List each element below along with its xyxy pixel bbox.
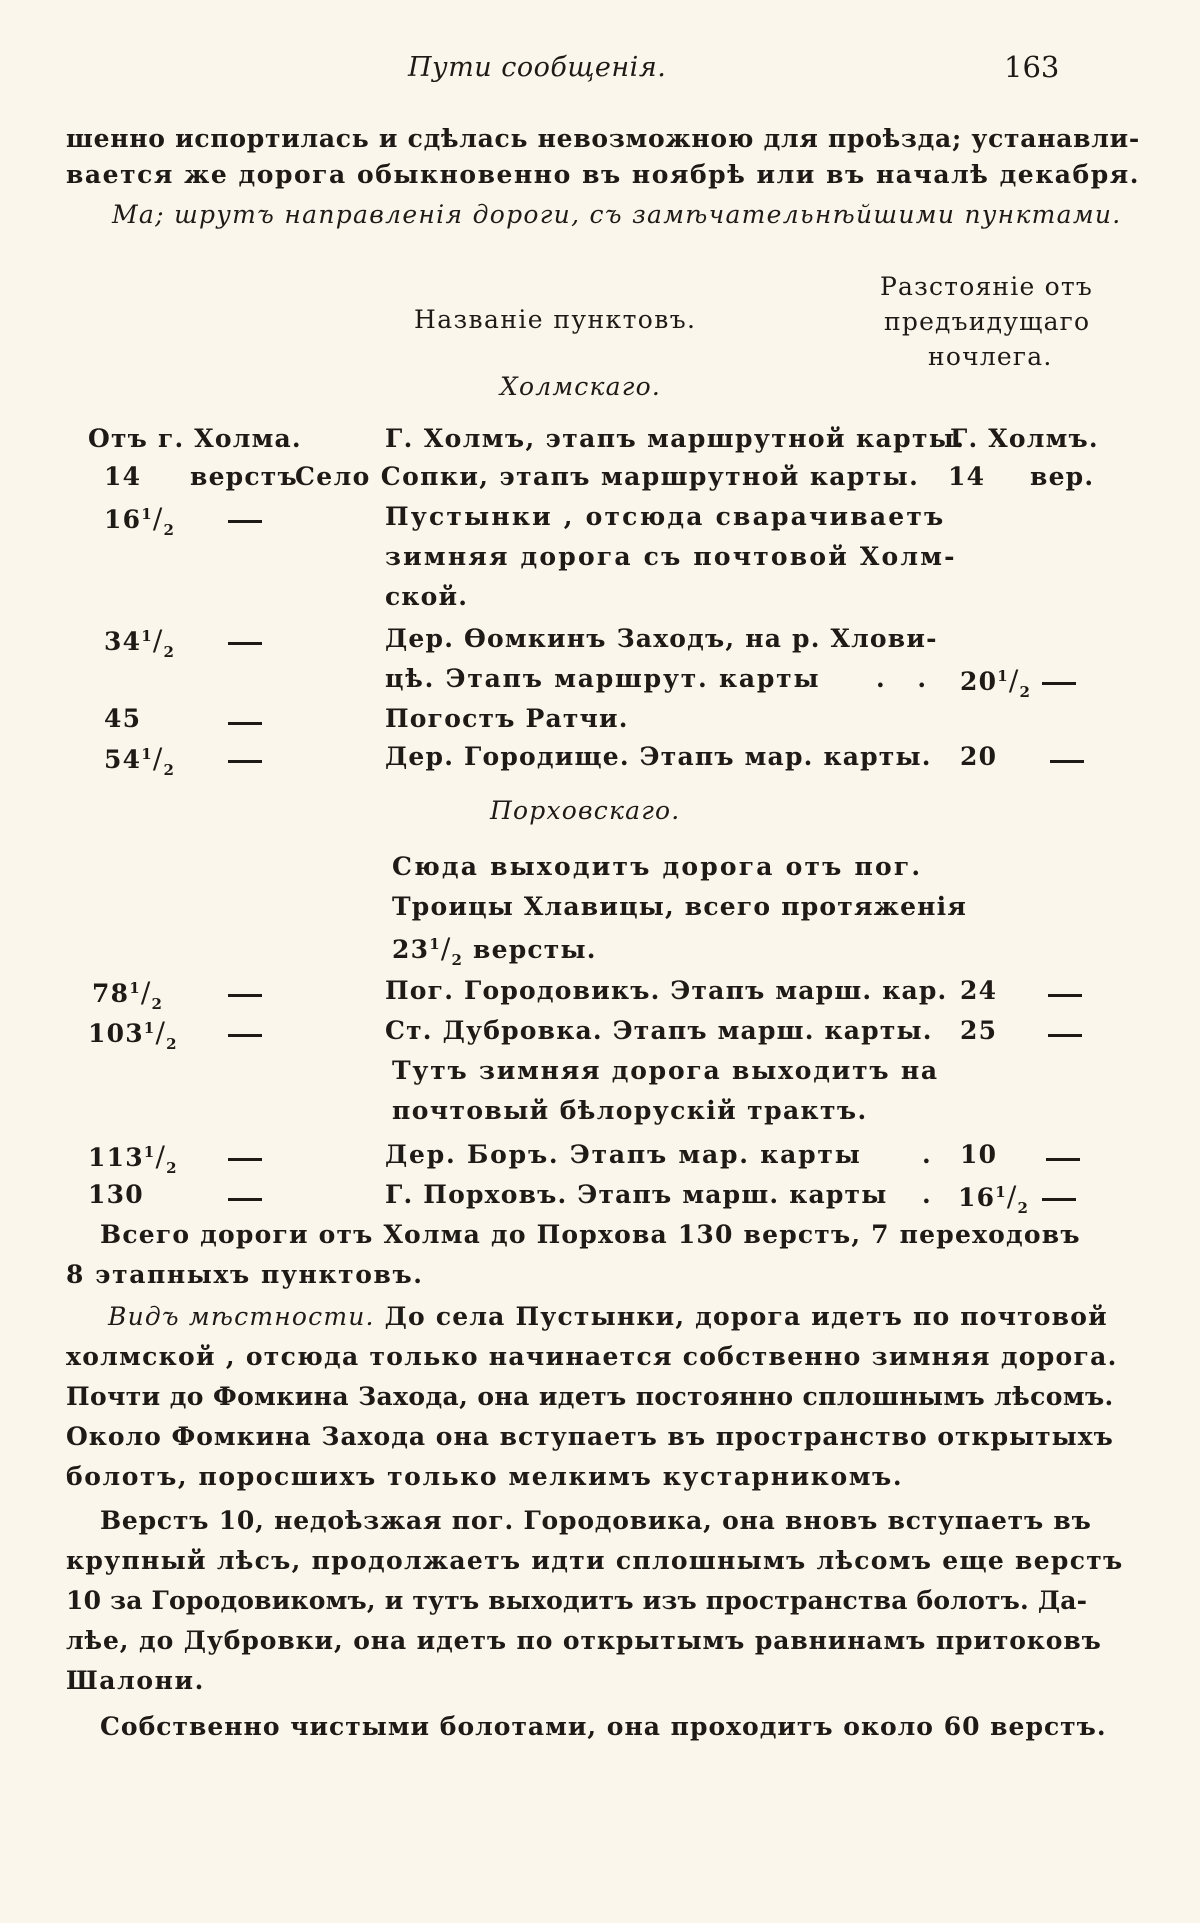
row-1-left-unit: верстъ (190, 462, 298, 491)
row-6-note-num: 1 (429, 935, 441, 953)
row-1-right-num: 14 (948, 462, 986, 491)
row-10-dist-den: 2 (1017, 1199, 1030, 1217)
row-3-distance (104, 624, 175, 661)
row-9-name-1: Дер. Боръ. Этапъ мар. карты (385, 1140, 862, 1169)
row-3-dist-num: 1 (997, 667, 1009, 685)
terrain-p2-line-3: 10 за Городовикомъ, и тутъ выходитъ изъ пространства болотъ. Да- (66, 1586, 1088, 1615)
row-3-name-2: цѣ. Этапъ маршрут. карты (385, 664, 821, 693)
terrain-line-1-rest: До села Пустынки, дорога идетъ по почтовой (384, 1302, 1108, 1331)
row-2-num: 1 (141, 505, 153, 523)
row-5-whole: 54 (104, 745, 142, 774)
ditto-dash (228, 1034, 262, 1037)
row-9-den: 2 (166, 1159, 178, 1177)
terrain-p3: Собственно чистыми болотами, она проходитъ около 60 верстъ. (100, 1712, 1107, 1741)
row-7-dist: 24 (960, 976, 998, 1005)
row-3-dist (960, 664, 1031, 701)
terrain-p1-line-3: Почти до Фомкина Захода, она идетъ постоянно сплошнымъ лѣсомъ. (66, 1382, 1114, 1411)
row-2-name-2: зимняя дорога съ почтовой Холм- (385, 542, 957, 571)
row-2-name-1: Пустынки , отсюда сварачиваетъ (385, 502, 946, 531)
summary-line-2: 8 этапныхъ пунктовъ. (66, 1260, 424, 1289)
row-3-name-1: Дер. Өомкинъ Заходъ, на р. Хлови- (385, 624, 938, 653)
row-0-left: Отъ г. Холма. (88, 424, 302, 453)
fraction-slash: / (1008, 664, 1020, 697)
terrain-p2-line-5: Шалони. (66, 1666, 205, 1695)
ditto-dash (1046, 1158, 1080, 1161)
row-8-num: 1 (143, 1019, 156, 1037)
row-10-dots: . (922, 1180, 932, 1209)
row-8-den: 2 (166, 1035, 178, 1053)
row-2-distance (104, 502, 175, 539)
fraction-slash: / (440, 932, 452, 965)
row-7-den: 2 (151, 995, 164, 1013)
row-3-whole: 34 (104, 627, 142, 656)
col-name-header: Названіе пунктовъ. (414, 305, 697, 334)
row-7-num: 1 (129, 979, 141, 997)
ditto-dash (228, 994, 262, 997)
row-4-name-1: Погостъ Ратчи. (385, 704, 629, 733)
ditto-dash (228, 1158, 262, 1161)
row-9-num: 1 (143, 1143, 156, 1161)
row-10-name-1: Г. Порховъ. Этапъ марш. карты (385, 1180, 888, 1209)
section-title-porkhov: Порховскаго. (490, 796, 681, 825)
fraction-slash: / (155, 1016, 167, 1049)
ditto-dash (1042, 1198, 1076, 1201)
row-9-whole: 113 (88, 1143, 144, 1172)
row-1-right-unit: вер. (1030, 462, 1095, 491)
terrain-p2-line-1: Верстъ 10, недоѣзжая пог. Городовика, она вновъ вступаетъ въ (100, 1506, 1092, 1535)
row-3-num: 1 (141, 627, 153, 645)
row-2-name-3: ской. (385, 582, 469, 611)
row-9-distance (88, 1140, 178, 1177)
row-8-name-2: Тутъ зимняя дорога выходитъ на (392, 1056, 939, 1085)
ditto-dash (1048, 1034, 1082, 1037)
row-10-whole: 130 (88, 1180, 144, 1209)
ditto-dash (1048, 994, 1082, 997)
ditto-dash (228, 1198, 262, 1201)
intro-line-1: шенно испортилась и сдѣлась невозможною для проѣзда; устанавли- (66, 124, 1140, 153)
ditto-dash (1050, 760, 1084, 763)
fraction-slash: / (1006, 1180, 1018, 1213)
row-7-whole: 78 (92, 979, 130, 1008)
fraction-slash: / (155, 1140, 167, 1173)
ditto-dash (228, 722, 262, 725)
row-3-dist-den: 2 (1019, 683, 1032, 701)
col-distance-header-line2: предъидущаго (884, 307, 1091, 336)
row-6-note-whole: 23 (392, 935, 430, 964)
row-2-whole: 16 (104, 505, 142, 534)
row-8-distance (88, 1016, 178, 1053)
row-1-left-num: 14 (104, 462, 142, 491)
row-5-name-1: Дер. Городище. Этапъ мар. карты. (385, 742, 932, 771)
ditto-dash (228, 520, 262, 523)
row-5-den: 2 (163, 761, 176, 779)
row-8-whole: 103 (88, 1019, 144, 1048)
row-9-dots: . (922, 1140, 932, 1169)
row-6-note-tail: версты. (473, 935, 597, 964)
ditto-dash (1042, 682, 1076, 685)
row-10-dist-num: 1 (995, 1183, 1007, 1201)
row-6-note-3 (392, 932, 597, 969)
row-0-right: Г. Холмъ. (950, 424, 1099, 453)
row-7-name-1: Пог. Городовикъ. Этапъ марш. кар. (385, 976, 948, 1005)
route-heading: Ма; шрутъ направленія дороги, съ замѣчательнѣйшими пунктами. (112, 200, 1122, 229)
row-6-note-2: Троицы Хлавицы, всего протяженія (392, 892, 968, 921)
row-6-note-den: 2 (451, 951, 464, 969)
row-8-name-1: Ст. Дубровка. Этапъ марш. карты. (385, 1016, 933, 1045)
row-8-dist: 25 (960, 1016, 998, 1045)
terrain-label: Видъ мѣстности. (108, 1302, 375, 1331)
row-5-num: 1 (141, 745, 153, 763)
fraction-slash: / (152, 624, 164, 657)
row-9-dist: 10 (960, 1140, 998, 1169)
terrain-p1-line-5: болотъ, поросшихъ только мелкимъ кустарникомъ. (66, 1462, 904, 1491)
terrain-p1-line-2: холмской , отсюда только начинается собственно зимняя дорога. (66, 1342, 1118, 1371)
row-0-name: Г. Холмъ, этапъ маршрутной карты. (385, 424, 966, 453)
row-8-name-3: почтовый бѣлорускій трактъ. (392, 1096, 868, 1125)
row-4-whole: 45 (104, 704, 142, 733)
fraction-slash: / (140, 976, 152, 1009)
terrain-line-1 (108, 1302, 1108, 1331)
row-3-dots: . . (876, 664, 939, 693)
row-6-note-1: Сюда выходитъ дорога отъ пог. (392, 852, 923, 881)
intro-line-2: вается же дорога обыкновенно въ ноябрѣ или въ началѣ декабря. (66, 160, 1140, 189)
row-10-dist-whole: 16 (958, 1183, 996, 1212)
row-7-distance (92, 976, 163, 1013)
row-1-name: Село Сопки, этапъ маршрутной карты. (295, 462, 920, 491)
row-5-distance (104, 742, 175, 779)
col-distance-header-line3: ночлега. (928, 342, 1053, 371)
col-distance-header-line1: Разстояніе отъ (880, 272, 1094, 301)
section-title-kholm: Холмскаго. (500, 372, 661, 401)
ditto-dash (228, 760, 262, 763)
page-number: 163 (1004, 50, 1060, 84)
ditto-dash (228, 642, 262, 645)
row-5-dist: 20 (960, 742, 998, 771)
terrain-p2-line-2: крупный лѣсъ, продолжаетъ идти сплошнымъ лѣсомъ еще верстъ (66, 1546, 1124, 1575)
terrain-p1-line-4: Около Фомкина Захода она вступаетъ въ пространство открытыхъ (66, 1422, 1114, 1451)
summary-line-1: Всего дороги отъ Холма до Порхова 130 верстъ, 7 переходовъ (100, 1220, 1081, 1249)
row-3-den: 2 (163, 643, 176, 661)
running-title: Пути сообщенія. (408, 52, 667, 83)
terrain-p2-line-4: лѣе, до Дубровки, она идетъ по открытымъ равнинамъ притоковъ (66, 1626, 1102, 1655)
row-10-dist (958, 1180, 1029, 1217)
row-2-den: 2 (163, 521, 176, 539)
fraction-slash: / (152, 502, 164, 535)
row-3-dist-whole: 20 (960, 667, 998, 696)
fraction-slash: / (152, 742, 164, 775)
